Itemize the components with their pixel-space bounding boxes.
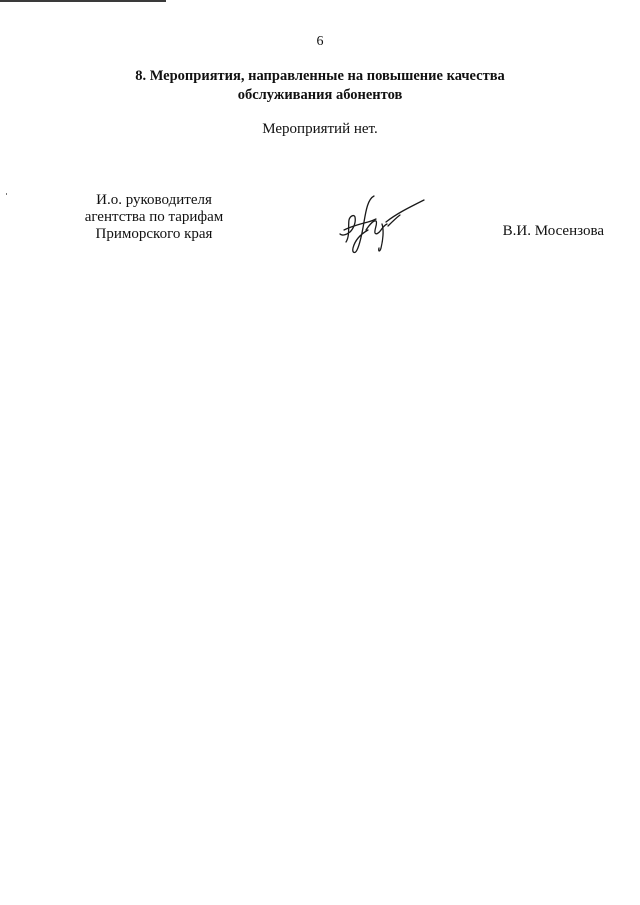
section-title-line-1: 8. Мероприятия, направленные на повышение качества — [135, 68, 505, 84]
signer-position-line-2: агентства по тарифам — [84, 209, 224, 225]
margin-speck — [6, 193, 7, 195]
handwritten-signature — [330, 190, 430, 256]
signer-position-line-3: Приморского края — [95, 226, 213, 242]
signer-name: В.И. Мосензова — [502, 223, 604, 239]
section-title — [0, 67, 640, 104]
signer-position-line-1: И.о. руководителя — [96, 192, 212, 208]
page-number: 6 — [316, 34, 324, 49]
section-body-text: Мероприятий нет. — [262, 121, 378, 137]
section-title-line-2: обслуживания абонентов — [237, 86, 403, 103]
signer-position — [68, 192, 240, 243]
scan-edge-line — [0, 0, 166, 2]
